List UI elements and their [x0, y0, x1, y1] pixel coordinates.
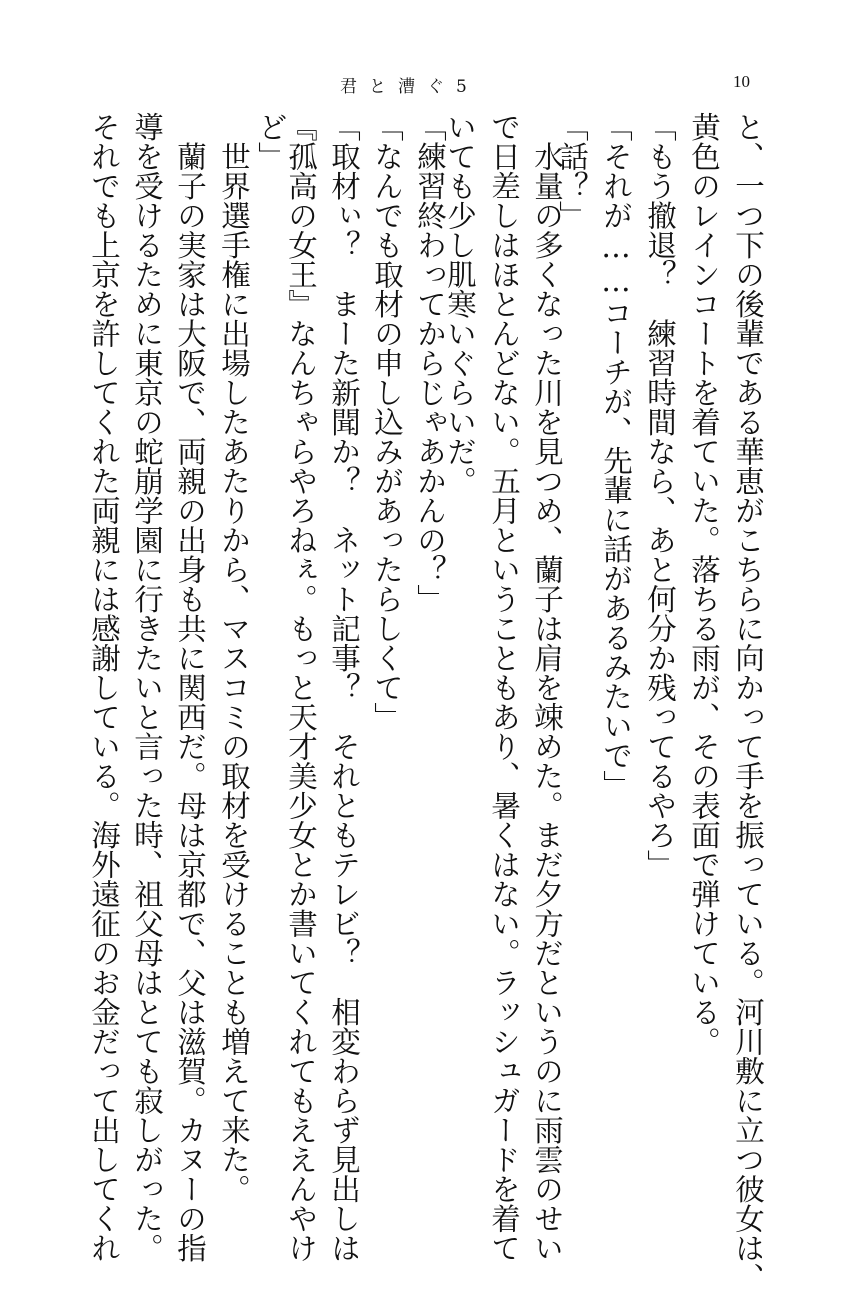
text-column: 導を受けるために東京の蛇崩学園に行きたいと言った時、祖父母はとても寂しがった。 — [130, 112, 164, 1263]
text-column: ど」 — [254, 112, 288, 171]
text-column: 「話？」 — [555, 112, 589, 230]
text-column: 『孤高の女王』なんちゃらやろねぇ。もっと天才美少女とか書いてくれてもええんやけ — [284, 112, 318, 1263]
text-column: 「それが……コーチが、先輩に話があるみたいで」 — [599, 112, 633, 800]
page-header-title: 君と漕ぐ5 — [340, 77, 479, 97]
page-number: 10 — [733, 72, 750, 91]
text-column: 黄色のレインコートを着ていた。落ちる雨が、その表面で弾けている。 — [687, 112, 721, 1056]
text-column: 「練習終わってからじゃあかんの？」 — [413, 112, 447, 614]
text-column: 水量の多くなった川を見つめ、蘭子は肩を竦めた。まだ夕方だというのに雨雲のせい — [530, 112, 564, 1263]
text-column: 世界選手権に出場したあたりから、マスコミの取材を受けることも増えて来た。 — [217, 112, 251, 1204]
text-column: それでも上京を許してくれた両親には感謝している。海外遠征のお金だって出してくれ — [87, 112, 121, 1263]
text-body — [0, 112, 841, 1292]
text-column: 「なんでも取材の申し込みがあったらしくて」 — [370, 112, 404, 732]
text-column: 「もう撤退？ 練習時間なら、あと何分か残ってるやろ」 — [643, 112, 677, 879]
text-column: いても少し肌寒いぐらいだ。 — [443, 112, 477, 496]
text-column: で日差しはほとんどない。五月ということもあり、暑くはない。ラッシュガードを着て — [487, 112, 521, 1263]
text-column: 蘭子の実家は大阪で、両親の出身も共に関西だ。母は京都で、父は滋賀。カヌーの指 — [173, 112, 207, 1263]
text-column: 「取材ぃ？ まーた新聞か？ ネット記事？ それともテレビ？ 相変わらず見出しは — [327, 112, 361, 1263]
text-column: と、一つ下の後輩である華恵がこちらに向かって手を振っている。河川敷に立つ彼女は、 — [731, 112, 765, 1292]
